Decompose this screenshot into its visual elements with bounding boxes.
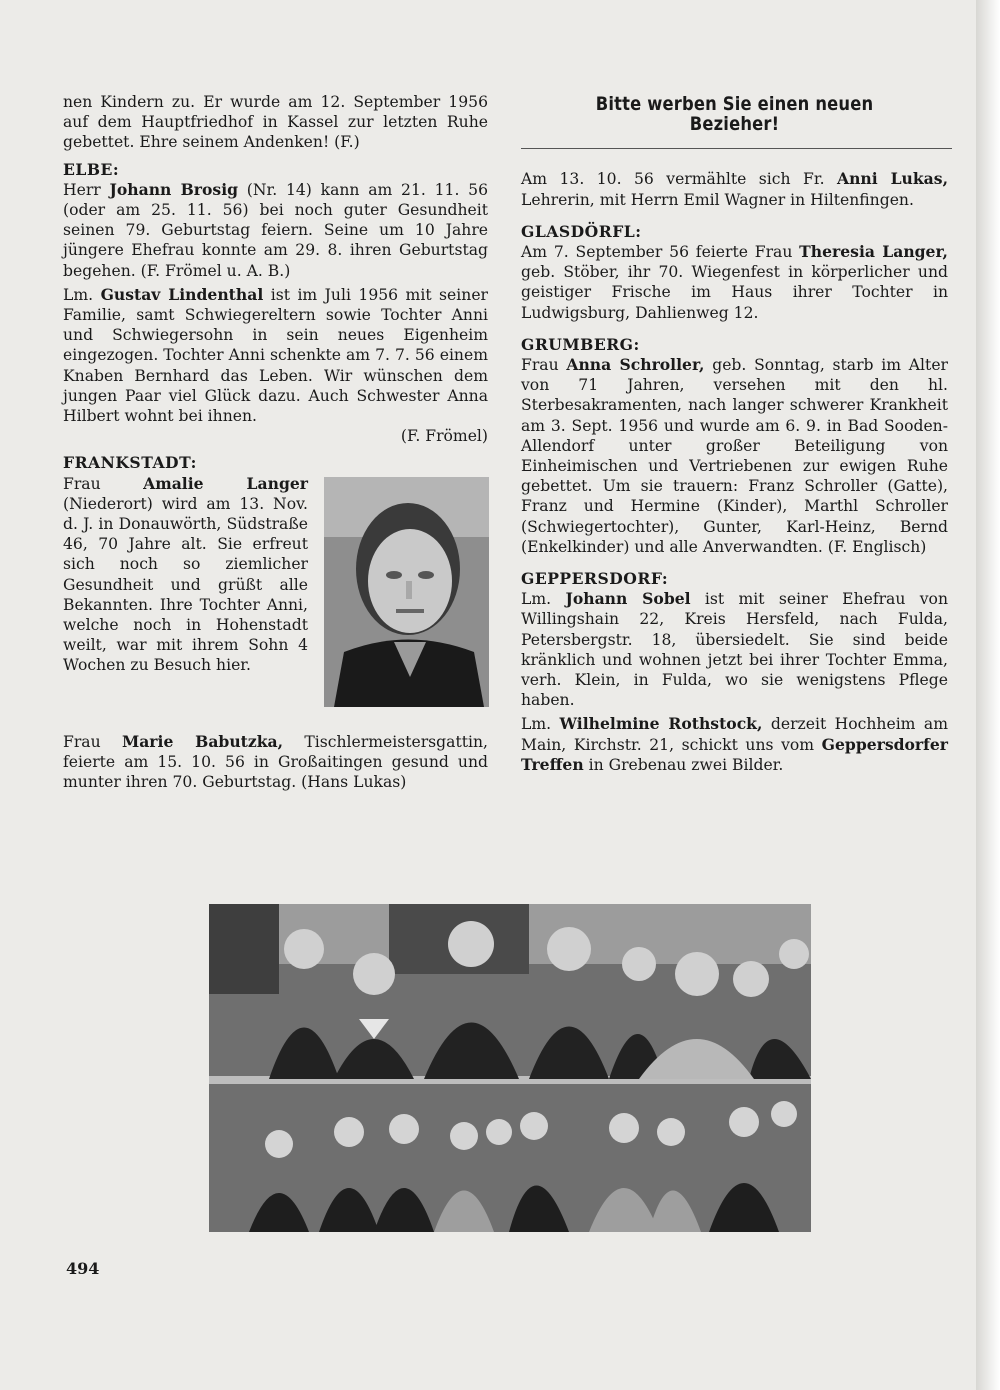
name-gustav-lindenthal: Gustav Lindenthal — [100, 284, 264, 304]
frankstadt-paragraph-langer: Frau Amalie Langer (Niederort) wird am 13. Nov. d. J. in Donauwörth, Südstraße 46, 70 Jahre alt. Sie erfreut sich noch so ziemlicher Gesundheit und grüßt alle Bekannten. Ihre Tochter Anni, welche noch in Hohenstadt weilt, war mit ihrem Sohn 4 Wochen zu Besuch hier. — [63, 473, 308, 675]
elbe-paragraph-lindenthal: Lm. Gustav Lindenthal ist im Juli 1956 mit seiner Familie, samt Schwiegereltern sowie Tochter Anni und Schwiegersohn in sein neues Eigenheim eingezogen. Tochter Anni schenkte am 7. 7. 56 einem Knaben Bernhard das Leben. Wir wünschen dem jungen Paar viel Glück dazu. Auch Schwester Anna Hilbert wohnt bei ihnen. — [63, 284, 488, 426]
left-column — [63, 92, 488, 792]
right-column — [521, 92, 948, 775]
page-number: 494 — [66, 1259, 100, 1278]
geppersdorf-paragraph-rothstock: Lm. Wilhelmine Rothstock, derzeit Hochheim am Main, Kirchstr. 21, schickt uns vom Geppersdorfer Treffen in Grebenau zwei Bilder. — [521, 714, 948, 774]
group-photo — [209, 904, 811, 1232]
frankstadt-paragraph-babutzka: Frau Marie Babutzka, Tischlermeistersgattin, feierte am 15. 10. 56 in Großaitingen gesund und munter ihren 70. Geburtstag. (Hans Lukas) — [63, 731, 488, 792]
page-edge — [976, 0, 1000, 1390]
name-geppersdorfer-treffen: Geppersdorfer Treffen — [521, 734, 948, 774]
grumberg-paragraph: Frau Anna Schroller, geb. Sonntag, starb im Alter von 71 Jahren, versehen mit den hl. Sterbesakramenten, nach langer schwerer Krankheit am 3. Sept. 1956 und wurde am 6. 9. in Bad Sooden-Allendorf unter großer Beteiligung von Einheimischen und Vertriebenen zur ewigen Ruhe gebettet. Um sie trauern: Franz Schroller (Gatte), Franz und Hermine (Kinder), Marthl Schroller (Schwiegertochter), Gunter, Karl-Heinz, Bernd (Enkelkinder) und alle Anverwandten. (F. Englisch) — [521, 355, 948, 556]
group-photo-image — [209, 904, 811, 1232]
section-heading-frankstadt: FRANKSTADT: — [63, 453, 197, 473]
name-wilhelmine-rothstock: Wilhelmine Rothstock, — [559, 714, 763, 734]
subscriber-banner: Bitte werben Sie einen neuen Bezieher! — [595, 93, 874, 136]
name-amalie-langer: Amalie Langer — [143, 473, 308, 493]
section-heading-geppersdorf: GEPPERSDORF: — [521, 569, 669, 589]
name-theresia-langer: Theresia Langer, — [799, 242, 948, 262]
glasdoerfl-paragraph: Am 7. September 56 feierte Frau Theresia Langer, geb. Stöber, ihr 70. Wiegenfest in körperlicher und geistiger Frische im Haus ihrer Tochter in Ludwigsburg, Dahlienweg 12. — [521, 242, 948, 322]
name-johann-sobel: Johann Sobel — [565, 589, 691, 609]
section-heading-glasdoerfl: GLASDÖRFL: — [521, 221, 642, 241]
name-anna-schroller: Anna Schroller, — [566, 355, 705, 375]
geppersdorf-paragraph-sobel: Lm. Johann Sobel ist mit seiner Ehefrau von Willingshain 22, Kreis Hersfeld, nach Fulda, Petersbergstr. 18, übersiedelt. Sie sind beide kränklich und wohnen jetzt bei ihrer Tochter Emma, verh. Klein, in Fulda, wo sie wenigstens Pflege haben. — [521, 589, 948, 710]
intro-paragraph: nen Kindern zu. Er wurde am 12. September 1956 auf dem Hauptfriedhof in Kassel zur letzten Ruhe gebettet. Ehre seinem Andenken! (F.) — [63, 93, 488, 152]
portrait-photo — [324, 477, 489, 707]
signature-froemel: (F. Frömel) — [400, 427, 488, 446]
name-anni-lukas: Anni Lukas, — [836, 169, 948, 189]
elbe-paragraph-brosig: Herr Johann Brosig (Nr. 14) kann am 21. 11. 56 (oder am 25. 11. 56) bei noch guter Gesundheit seinen 79. Geburtstag feiern. Seine um 10 Jahre jüngere Ehefrau konnte am 29. 8. ihren Geburtstag begehen. (F. Frömel u. A. B.) — [63, 179, 489, 280]
frankstadt-block — [63, 474, 488, 732]
section-heading-grumberg: GRUMBERG: — [521, 334, 640, 354]
marriage-paragraph-lukas: Am 13. 10. 56 vermählte sich Fr. Anni Lukas, Lehrerin, mit Herrn Emil Wagner in Hiltenfingen. — [521, 169, 948, 209]
name-johann-brosig: Johann Brosig — [109, 179, 239, 199]
name-marie-babutzka: Marie Babutzka, — [121, 731, 284, 751]
portrait-image — [324, 477, 489, 707]
section-heading-elbe: ELBE: — [63, 159, 120, 179]
banner-divider — [521, 148, 952, 149]
